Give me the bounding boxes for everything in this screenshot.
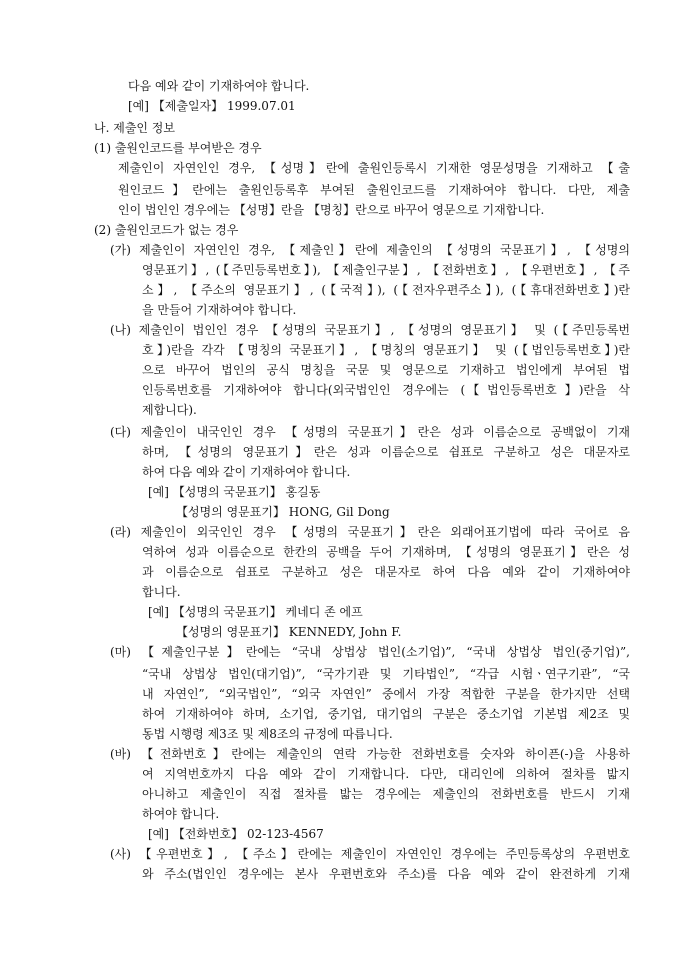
subsection-heading: (2) 출원인코드가 없는 경우	[94, 223, 239, 237]
text-line: 제합니다).	[142, 403, 197, 417]
text-line: 아니하고 제출인이 직접 절차를 밟는 경우에는 제출인의 전화번호를 반드시 기재	[142, 787, 630, 801]
text-line: 다음 예와 같이 기재하여야 합니다.	[128, 79, 310, 93]
list-item-line: (나) 제출인이 법인인 경우 【성명의 국문표기】, 【성명의 영문표기】 및 (【주민등록번	[110, 323, 630, 337]
example-line: [예] 【성명의 국문표기】 홍길동	[148, 485, 321, 499]
list-item-line: (사) 【우편번호】, 【주소】란에는 제출인이 자연인인 경우에는 주민등록상의 우편번호	[110, 847, 630, 861]
example-line: [예] 【전화번호】 02-123-4567	[148, 827, 324, 841]
example-line: 【성명의 영문표기】 HONG, Gil Dong	[176, 505, 390, 519]
text-line: 인이 법인인 경우에는 【성명】란을 【명칭】란으로 바꾸어 영문으로 기재합니다.	[118, 203, 545, 217]
text-line: 하여 다음 예와 같이 기재하여야 합니다.	[142, 465, 351, 479]
text-line: 제출인이 자연인인 경우, 【성명】란에 출원인등록시 기재한 영문성명을 기재하고 【출	[118, 161, 630, 175]
text-line: 인등록번호를 기재하여야 합니다(외국법인인 경우에는 (【법인등록번호】)란을 삭	[142, 383, 630, 397]
text-line: 영문표기】, (【주민등록번호】), 【제출인구분】, 【전화번호】, 【우편번호】, 【주	[142, 263, 630, 277]
text-line: 역하여 성과 이름순으로 한칸의 공백을 두어 기재하며, 【성명의 영문표기】란은 성	[142, 545, 630, 559]
text-line: 하며, 【성명의 영문표기】란은 성과 이름순으로 쉼표로 구분하고 성은 대문자로	[142, 445, 630, 459]
text-line: 동법 시행령 제3조 및 제8조의 규정에 따릅니다.	[142, 727, 393, 741]
list-item-line: (다) 제출인이 내국인인 경우 【성명의 국문표기】란은 성과 이름순으로 공백없이 기재	[110, 425, 630, 439]
text-line: 소】, 【주소의 영문표기】, (【국적】), (【전자우편주소】), (【휴대전화번호】)란	[142, 283, 630, 297]
subsection-heading: (1) 출원인코드를 부여받은 경우	[94, 141, 262, 155]
text-line: 여 지역번호까지 다음 예와 같이 기재합니다. 다만, 대리인에 의하여 절차를 밟지	[142, 767, 630, 781]
list-item-line: (마) 【제출인구분】란에는 “국내 상법상 법인(소기업)”, “국내 상법상 법인(중기업)”,	[110, 645, 630, 659]
text-line: “국내 상법상 법인(대기업)”, “국가기관 및 기타법인”, “각급 시험ㆍ연구기관”, “국	[142, 667, 630, 681]
example-line: [예] 【성명의 국문표기】 케네디 존 에프	[148, 605, 363, 619]
text-line: 하여야 합니다.	[142, 807, 220, 821]
list-item-line: (바) 【전화번호】란에는 제출인의 연락 가능한 전화번호를 숫자와 하이픈(-)을 사용하	[110, 747, 630, 761]
text-line: 을 만들어 기재하여야 합니다.	[142, 303, 297, 317]
text-line: 합니다.	[142, 585, 181, 599]
example-line: 【성명의 영문표기】 KENNEDY, John F.	[176, 625, 402, 639]
text-line: 와 주소(법인인 경우에는 본사 우편번호와 주소)를 다음 예와 같이 완전하게 기재	[142, 867, 630, 881]
list-item-line: (가) 제출인이 자연인인 경우, 【제출인】란에 제출인의 【성명의 국문표기】, 【성명의	[110, 243, 630, 257]
text-line: 내 자연인”, “외국법인”, “외국 자연인” 중에서 가장 적합한 구분을 한가지만 선택	[142, 687, 630, 701]
text-line: 호】)란을 각각 【명칭의 국문표기】, 【명칭의 영문표기】 및 (【법인등록번호】)란	[142, 343, 630, 357]
section-heading: 나. 제출인 정보	[94, 121, 175, 135]
example-line: [예] 【제출일자】 1999.07.01	[128, 99, 296, 113]
text-line: 으로 바꾸어 법인의 공식 명칭을 국문 및 영문으로 기재하고 법인에게 부여된 법	[142, 363, 630, 377]
list-item-line: (라) 제출인이 외국인인 경우 【성명의 국문표기】란은 외래어표기법에 따라 국어로 음	[110, 525, 630, 539]
text-line: 원인코드】란에는 출원인등록후 부여된 출원인코드를 기재하여야 합니다. 다만, 제출	[118, 183, 630, 197]
text-line: 하여 기재하여야 하며, 소기업, 중기업, 대기업의 구분은 중소기업 기본법 제2조 및	[142, 707, 630, 721]
text-line: 과 이름순으로 쉼표로 구분하고 성은 대문자로 하여 다음 예와 같이 기재하여야	[142, 565, 630, 579]
